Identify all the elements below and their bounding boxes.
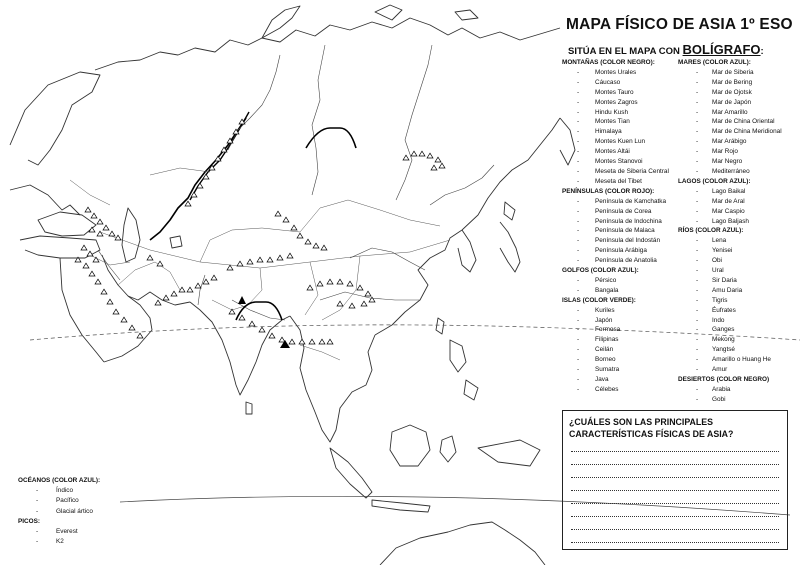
list-item-islas: - Célebes [562, 385, 669, 395]
heading-oceanos: OCÉANOS (COLOR AZUL): [18, 477, 101, 484]
korea [458, 230, 476, 272]
list-item-peninsulas: - Península de Anatolia [562, 256, 669, 266]
mountain-icon [107, 299, 113, 304]
mountain-icon [319, 339, 325, 344]
mountain-icon [101, 289, 107, 294]
mountain-icon [113, 309, 119, 314]
new-siberian-islands [455, 10, 478, 20]
sumatra [330, 448, 372, 498]
list-item-mares: - Mar de Japón [678, 98, 782, 108]
mountain-icon [83, 263, 89, 268]
list-item-rios: - Indo [678, 316, 782, 326]
list-item-islas: - Formosa [562, 325, 669, 335]
list-item-golfos: - Pérsico [562, 276, 669, 286]
mountain-icon [327, 279, 333, 284]
mountain-icon [337, 301, 343, 306]
instruction-prefix: SITÚA EN EL MAPA CON [568, 46, 683, 57]
mountain-icon [163, 295, 169, 300]
mountain-icon [91, 213, 97, 218]
list-item-mares: - Mar de China Meridional [678, 127, 782, 137]
question-box [562, 410, 788, 550]
indochina [290, 316, 375, 442]
mountain-icon [93, 257, 99, 262]
list-item-montanas: - Montes Kuen Lun [562, 137, 669, 147]
mountain-icon [431, 165, 437, 170]
list-item-mares: - Mar Negro [678, 157, 782, 167]
list-item-rios: - Amu Daria [678, 286, 782, 296]
novaya-zemlya [262, 6, 300, 38]
answer-line[interactable] [571, 477, 779, 478]
mountain-icon [229, 309, 235, 314]
russia-pacific [462, 118, 560, 230]
mountain-icon [97, 231, 103, 236]
mountain-icon [267, 257, 273, 262]
heading-picos: PICOS: [18, 517, 41, 525]
mountain-icon [309, 339, 315, 344]
aral-sea [170, 236, 182, 248]
list-item-desiertos: - Gobi [678, 395, 782, 405]
mountain-icon [299, 339, 305, 344]
question-text: ¿CUÁLES SON LAS PRINCIPALES CARACTERÍSTICAS FÍSICAS DE ASIA? [569, 417, 734, 439]
river-lena [396, 45, 432, 200]
list-item-mares: - Mediterráneo [678, 167, 782, 177]
list-item-islas: - Kuriles [562, 306, 669, 316]
list-item-oceanos: - Glacial ártico [22, 507, 100, 517]
right-column [678, 58, 782, 405]
list-item-islas: - Japón [562, 316, 669, 326]
new-guinea [478, 440, 540, 466]
list-item-mares: - Mar Arábigo [678, 137, 782, 147]
scandinavia [10, 72, 100, 165]
mountain-icon [287, 253, 293, 258]
list-item-mares: - Mar de China Oriental [678, 117, 782, 127]
mountain-icon [411, 151, 417, 156]
mountain-icon [157, 261, 163, 266]
bottom-left-lists [18, 476, 101, 547]
ural-line [150, 118, 246, 240]
mountain-icon [403, 155, 409, 160]
list-item-montanas: - Cáucaso [562, 78, 669, 88]
mountain-icon [361, 301, 367, 306]
mountain-icon [291, 225, 297, 230]
list-item-peninsulas: - Península del Indostán [562, 236, 669, 246]
list-item-desiertos: - Arabia [678, 385, 782, 395]
japan [500, 222, 520, 272]
list-item-oceanos: - Pacífico [22, 496, 100, 506]
list-item-mares: - Mar de Siberia [678, 68, 782, 78]
list-item-peninsulas: - Península de Malaca [562, 226, 669, 236]
mountain-icon [337, 279, 343, 284]
mountain-icon [269, 333, 275, 338]
mountain-icon [103, 225, 109, 230]
list-item-montanas: - Meseta de Siberia Central [562, 167, 669, 177]
mountain-icon [185, 201, 191, 206]
list-item-islas: - Java [562, 375, 669, 385]
list-item-montanas: - Meseta del Tibet [562, 177, 669, 187]
mountain-icon [313, 243, 319, 248]
mountain-icon [419, 151, 425, 156]
caspian-sea [122, 208, 140, 262]
mountain-icon [87, 251, 93, 256]
answer-line[interactable] [571, 464, 779, 465]
mountain-icon [427, 153, 433, 158]
k2-peak [238, 296, 246, 304]
list-item-montanas: - Montes Tian [562, 117, 669, 127]
list-item-mares: - Mar de Ojotsk [678, 88, 782, 98]
list-item-mares: - Mar Amarillo [678, 108, 782, 118]
mountain-icon [247, 259, 253, 264]
mountain-icon [249, 321, 255, 326]
europe-coast [10, 185, 80, 215]
mountain-icon [191, 192, 197, 197]
mountain-icon [435, 157, 441, 162]
mountain-icon [109, 231, 115, 236]
heading-desiertos: DESIERTOS (COLOR NEGRO) [678, 376, 770, 383]
answer-line[interactable] [571, 529, 779, 530]
mountain-icon [283, 217, 289, 222]
mountain-icon [307, 285, 313, 290]
river-tigris [98, 250, 120, 280]
list-item-rios: - Obi [678, 256, 782, 266]
list-item-rios: - Yenisei [678, 246, 782, 256]
china-coast [375, 230, 462, 335]
heading-mares: MARES (COLOR AZUL): [678, 59, 751, 66]
mountain-icon [203, 279, 209, 284]
list-item-lagos: - Lago Baikal [678, 187, 782, 197]
list-item-picos: - Everest [22, 527, 100, 537]
mountain-icon [121, 317, 127, 322]
mountain-icon [147, 255, 153, 260]
mountain-icon [239, 315, 245, 320]
mountain-icon [187, 287, 193, 292]
list-item-rios: - Mekong [678, 335, 782, 345]
river-amur [430, 165, 494, 205]
mountain-icon [257, 257, 263, 262]
mountain-icon [297, 233, 303, 238]
list-item-montanas: - Montes Tauro [562, 88, 669, 98]
list-item-rios: - Tigris [678, 296, 782, 306]
mountain-icon [95, 279, 101, 284]
list-item-rios: - Amarillo o Huang He [678, 355, 782, 365]
black-sea [38, 212, 96, 236]
mountain-icon [349, 303, 355, 308]
australia [380, 522, 545, 565]
mountain-icon [129, 325, 135, 330]
mountain-icon [327, 339, 333, 344]
mountain-icon [277, 255, 283, 260]
answer-line[interactable] [571, 516, 779, 517]
mountain-icon [321, 245, 327, 250]
river-yenisei [312, 45, 325, 195]
list-item-peninsulas: - Península de Indochina [562, 217, 669, 227]
list-item-montanas: - Hindu Kush [562, 108, 669, 118]
river-huang [350, 248, 425, 270]
heading-peninsulas: PENÍNSULAS (COLOR ROJO): [562, 187, 655, 195]
answer-line[interactable] [571, 451, 779, 452]
mountain-icon [259, 327, 265, 332]
list-item-peninsulas: - Península de Kamchatka [562, 197, 669, 207]
arabia [102, 255, 152, 362]
list-item-islas: - Sumatra [562, 365, 669, 375]
celebes [440, 436, 456, 462]
java [372, 500, 430, 512]
list-item-rios: - Yangtsé [678, 345, 782, 355]
mountain-symbols [75, 119, 445, 344]
left-column [562, 58, 669, 395]
heading-rios: RÍOS (COLOR AZUL): [678, 227, 744, 235]
mountain-icon [137, 333, 143, 338]
list-item-peninsulas: - Península Arábiga [562, 246, 669, 256]
mountain-icon [279, 337, 285, 342]
list-item-montanas: - Montes Altái [562, 147, 669, 157]
heading-islas: ISLAS (COLOR VERDE): [562, 296, 636, 304]
levant-red-sea [60, 258, 104, 362]
mountain-icon [439, 163, 445, 168]
list-item-rios: - Ural [678, 266, 782, 276]
list-item-montanas: - Himalaya [562, 127, 669, 137]
mountain-icon [195, 283, 201, 288]
list-item-peninsulas: - Península de Corea [562, 207, 669, 217]
mountain-icon [305, 239, 311, 244]
borneo [390, 425, 430, 466]
page-title: MAPA FÍSICO DE ASIA 1º ESO [566, 16, 793, 33]
list-item-rios: - Sir Daria [678, 276, 782, 286]
mountain-icon [211, 275, 217, 280]
list-item-picos: - K2 [22, 537, 100, 547]
mountain-icon [89, 271, 95, 276]
answer-line[interactable] [571, 503, 779, 504]
mountain-icon [237, 261, 243, 266]
list-item-rios: - Amur [678, 365, 782, 375]
list-item-rios: - Ganges [678, 325, 782, 335]
answer-line[interactable] [571, 542, 779, 543]
mountain-icon [289, 339, 295, 344]
mountain-icon [85, 207, 91, 212]
list-item-mares: - Mar de Bering [678, 78, 782, 88]
mountain-icon [357, 285, 363, 290]
list-item-montanas: - Montes Urales [562, 68, 669, 78]
philippines [450, 340, 466, 372]
instruction-suffix: : [760, 46, 764, 57]
mountain-icon [171, 291, 177, 296]
list-item-lagos: - Lago Baljash [678, 217, 782, 227]
taiwan [436, 318, 444, 334]
list-item-oceanos: - Índico [22, 486, 100, 496]
list-item-islas: - Borneo [562, 355, 669, 365]
list-item-mares: - Mar Rojo [678, 147, 782, 157]
siberia-plateau-symbol [306, 128, 356, 148]
list-item-rios: - Lena [678, 236, 782, 246]
list-item-lagos: - Mar de Aral [678, 197, 782, 207]
list-item-islas: - Filipinas [562, 335, 669, 345]
list-item-islas: - Ceilán [562, 345, 669, 355]
sri-lanka [246, 402, 252, 414]
heading-golfos: GOLFOS (COLOR AZUL): [562, 267, 639, 275]
list-item-golfos: - Bangala [562, 286, 669, 296]
mountain-icon [227, 265, 233, 270]
list-item-montanas: - Montes Zagros [562, 98, 669, 108]
mountain-icon [317, 281, 323, 286]
mountain-icon [155, 300, 161, 305]
heading-lagos: LAGOS (COLOR AZUL): [678, 177, 751, 185]
mountain-icon [365, 291, 371, 296]
mountain-icon [347, 281, 353, 286]
river-indus [198, 275, 205, 305]
instruction-emphasis: BOLÍGRAFO [682, 42, 761, 57]
india [190, 302, 290, 395]
mountain-icon [97, 219, 103, 224]
heading-montanas: MONTAÑAS (COLOR NEGRO): [562, 59, 655, 66]
answer-line[interactable] [571, 490, 779, 491]
north-coastline [95, 18, 560, 70]
mountain-icon [275, 211, 281, 216]
list-item-rios: - Éufrates [678, 306, 782, 316]
instruction [568, 42, 764, 57]
list-item-lagos: - Mar Caspio [678, 207, 782, 217]
mountain-icon [81, 245, 87, 250]
severnaya-zemlya [375, 5, 402, 20]
list-item-montanas: - Montes Stanovoi [562, 157, 669, 167]
